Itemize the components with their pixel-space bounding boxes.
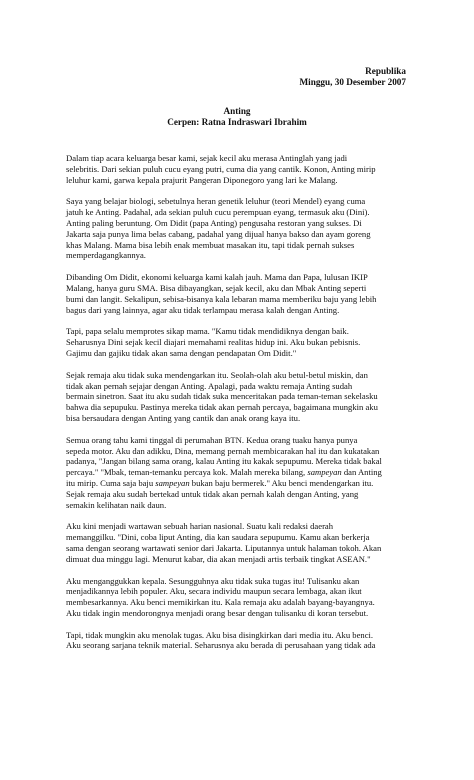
paragraph bbox=[66, 272, 408, 315]
publication-date: Minggu, 30 Desember 2007 bbox=[299, 77, 406, 87]
text-line: Aku kini menjadi wartawan sebuah harian nasional. Suatu kali redaksi daerah bbox=[66, 521, 334, 532]
text-line: itu mirip. Cuma saja baju sampeyan bukan baju bermerek." Aku benci mendengarkan itu. bbox=[66, 477, 374, 488]
text-line: Saya yang belajar biologi, sebetulnya heran genetik leluhur (teori Mendel) eyang cuma bbox=[66, 196, 366, 207]
text-line: bumi dan langit. Sekalipun, sebisa-bisanya kala lebaran mama memberiku baju yang lebih bbox=[66, 293, 377, 304]
story-body bbox=[66, 153, 408, 651]
text-line: dimuat dua minggu lagi. Menurut kabar, dia akan menjadi artis terbaik tingkat ASEAN." bbox=[66, 553, 371, 564]
text-line: memanggilku. "Dini, coba liput Anting, dia kan saudara sepupumu. Kamu akan berkerja bbox=[66, 532, 370, 543]
text-line: sama dengan seorang wartawati senior dari Jakarta. Liputannya untuk halaman tokoh. Akan bbox=[66, 542, 382, 553]
text-line: memperdagangkannya. bbox=[66, 250, 146, 261]
text-line: Aku menganggukkan kepala. Sesungguhnya aku tidak suka tugas itu! Tulisanku akan bbox=[66, 575, 360, 586]
text-line: membesarkannya. Aku benci memikirkan itu. Kala remaja aku adalah bayang-bayangnya. bbox=[66, 597, 375, 608]
text-line: Dibanding Om Didit, ekonomi keluarga kami kalah jauh. Mama dan Papa, lulusan IKIP bbox=[66, 272, 368, 283]
text-line: Anting paling beruntung. Om Didit (papa Anting) pengusaha restoran yang sukses. Di bbox=[66, 217, 362, 228]
text-line: jatuh ke Anting. Padahal, ada sekian puluh cucu perempuan eyang, termasuk aku (Dini). bbox=[66, 207, 370, 218]
text-line: Seharusnya Dini sejak kecil diajari memahami realitas hidup ini. Aku bukan pebisnis. bbox=[66, 337, 361, 348]
text-line: semakin kelihatan naik daun. bbox=[66, 499, 167, 510]
paragraph bbox=[66, 196, 408, 261]
text-line: selebritis. Dari sekian puluh cucu eyang putri, cuma dia yang cantik. Konon, Anting mirip bbox=[66, 163, 376, 174]
story-byline: Cerpen: Ratna Indraswari Ibrahim bbox=[167, 117, 307, 127]
text-line: leluhur kami, garwa kepala prajurit Pangeran Diponegoro yang lari ke Malang. bbox=[66, 174, 338, 185]
paragraph bbox=[66, 630, 408, 652]
title-block bbox=[66, 106, 408, 128]
text-line: khas Malang. Mama bisa lebih enak membuat masakan itu, tapi tidak pernah sukses bbox=[66, 239, 355, 250]
text-line: bahwa dia sepupuku. Pastinya mereka tidak akan pernah percaya, bagaimana mungkin aku bbox=[66, 402, 378, 413]
text-line: percaya." "Mbak, teman-temanku percaya kok. Malah mereka bilang, sampeyan dan Anting bbox=[66, 467, 382, 478]
text-line: Gajimu dan gajiku tidak akan sama dengan pendapatan Om Didit." bbox=[66, 347, 297, 358]
paragraph bbox=[66, 435, 408, 511]
text-line: bisa bersaudara dengan Anting yang cantik dan anak orang kaya itu. bbox=[66, 412, 301, 423]
text-line: bermain sinetron. Saat itu aku sudah tidak suka menceritakan pada teman-teman sekelasku bbox=[66, 391, 378, 402]
text-line: Aku tidak ingin mendorongnya menjadi orang besar dengan tulisanku di koran tersebut. bbox=[66, 607, 369, 618]
text-line: sepeda motor. Aku dan adikku, Dina, memang pernah membicarakan hal itu dan kukatakan bbox=[66, 445, 380, 456]
text-line: Sejak remaja aku sudah bertekad untuk tidak akan pernah kalah dengan Anting, yang bbox=[66, 488, 359, 499]
masthead bbox=[66, 66, 406, 88]
paragraph bbox=[66, 153, 408, 185]
paragraph bbox=[66, 326, 408, 358]
text-line: Dalam tiap acara keluarga besar kami, sejak kecil aku merasa Antinglah yang jadi bbox=[66, 153, 348, 163]
text-line: Malang, hanya guru SMA. Bisa dibayangkan, sejak kecil, aku dan Mbak Anting seperti bbox=[66, 282, 367, 293]
text-line: Tapi, papa selalu memprotes sikap mama. "Kamu tidak mendidiknya dengan baik. bbox=[66, 326, 349, 337]
text-line: Sejak remaja aku tidak suka mendengarkan itu. Seolah-olah aku betul-betul miskin, dan bbox=[66, 369, 368, 380]
story-title: Anting bbox=[223, 106, 251, 116]
text-line: Jakarta saja punya lima belas cabang, padahal yang dijual hanya bakso dan ayam goreng bbox=[66, 228, 371, 239]
text-line: tidak akan pernah sejajar dengan Anting. Apalagi, pada waktu remaja Anting sudah bbox=[66, 380, 353, 391]
italic-term: sampeyan bbox=[155, 477, 190, 488]
text-line: menjadikannya lebih populer. Aku, secara individu maupun secara lembaga, akan ikut bbox=[66, 586, 362, 597]
italic-term: sampeyan bbox=[307, 467, 342, 478]
text-line: padanya, "Jangan bilang sama orang, kalau Anting itu kakak sepupumu. Mereka tidak bakal bbox=[66, 456, 382, 467]
text-line: bagus dari yang lainnya, agar aku tidak terlampau merasa kalah dengan Anting. bbox=[66, 304, 340, 315]
publication-name: Republika bbox=[365, 66, 406, 76]
paragraph bbox=[66, 521, 408, 564]
text-line: Semua orang tahu kami tinggal di perumahan BTN. Kedua orang tuaku hanya punya bbox=[66, 434, 358, 445]
text-line: Tapi, tidak mungkin aku menolak tugas. Aku bisa disingkirkan dari media itu. Aku benci. bbox=[66, 629, 374, 640]
paragraph bbox=[66, 370, 408, 424]
text-line: Aku seorang sarjana teknik material. Seharusnya aku berada di perusahaan yang tidak ada bbox=[66, 640, 376, 651]
paragraph bbox=[66, 576, 408, 619]
